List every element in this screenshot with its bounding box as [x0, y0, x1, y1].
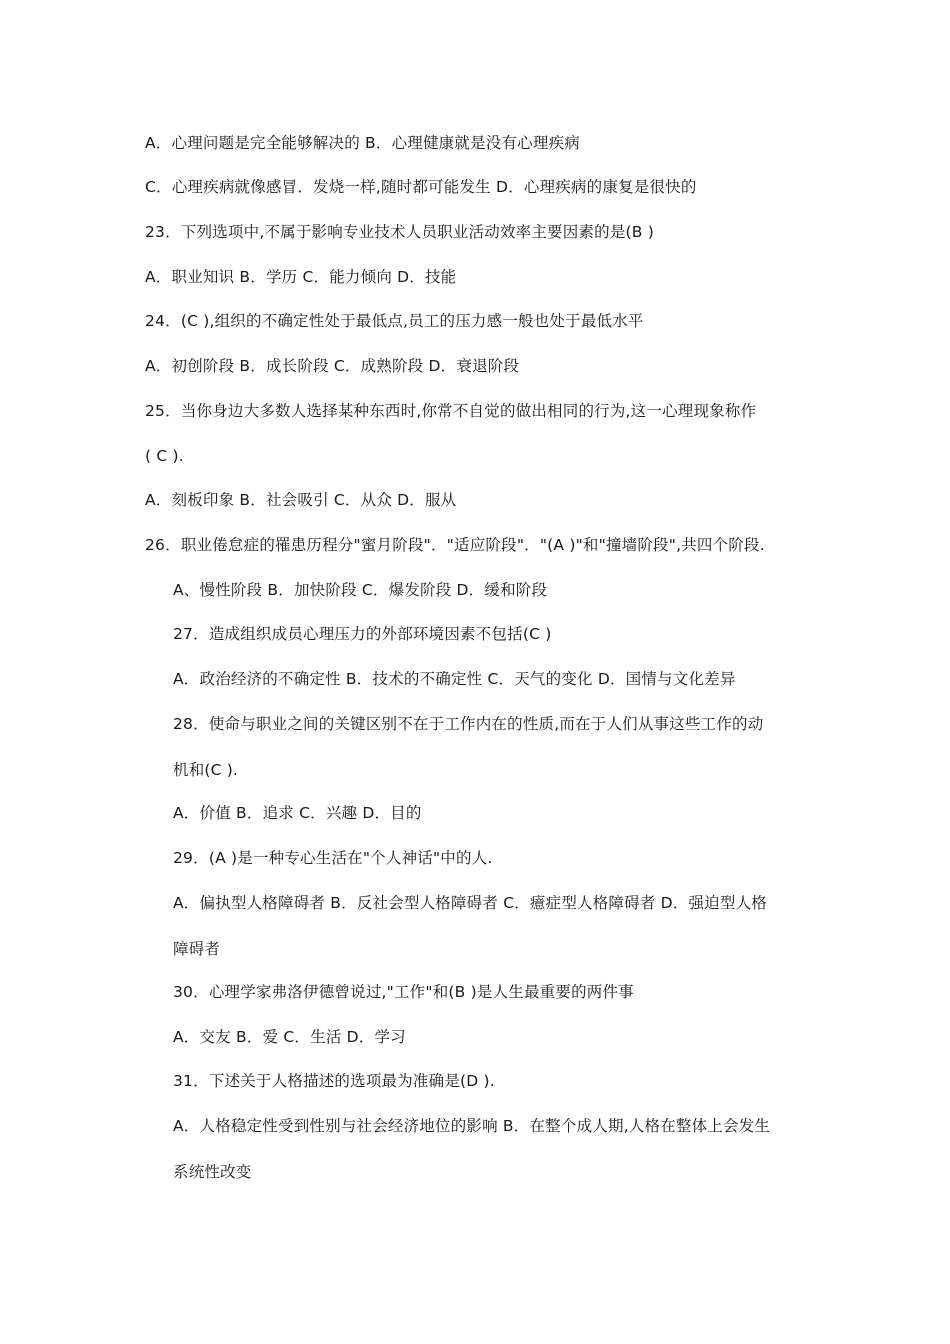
- q26-options: A、慢性阶段 B．加快阶段 C．爆发阶段 D．缓和阶段: [173, 581, 548, 599]
- q24-question: 24．(C ),组织的不确定性处于最低点,员工的压力感一般也处于最低水平: [145, 312, 644, 330]
- q30-options: A．交友 B．爱 C．生活 D．学习: [173, 1028, 406, 1046]
- q27-options: A．政治经济的不确定性 B．技术的不确定性 C．天气的变化 D．国情与文化差异: [173, 670, 736, 688]
- q28-options: A．价值 B．追求 C．兴趣 D．目的: [173, 804, 422, 822]
- q29-options-cont: 障碍者: [173, 940, 221, 958]
- q31-options-cont: 系统性改变: [173, 1163, 252, 1181]
- q23-options: A．职业知识 B．学历 C．能力倾向 D．技能: [145, 268, 457, 286]
- q24-options: A．初创阶段 B．成长阶段 C．成熟阶段 D．衰退阶段: [145, 357, 520, 375]
- q29-question: 29．(A )是一种专心生活在"个人神话"中的人.: [173, 849, 493, 867]
- q28-question-cont: 机和(C ).: [173, 761, 239, 779]
- q30-question: 30．心理学家弗洛伊德曾说过,"工作"和(B )是人生最重要的两件事: [173, 983, 634, 1001]
- q31-options: A．人格稳定性受到性别与社会经济地位的影响 B．在整个成人期,人格在整体上会发生: [173, 1117, 771, 1135]
- q22-options-ab: A．心理问题是完全能够解决的 B．心理健康就是没有心理疾病: [145, 134, 580, 152]
- q25-options: A．刻板印象 B．社会吸引 C．从众 D．服从: [145, 491, 457, 509]
- q31-question: 31．下述关于人格描述的选项最为准确是(D ).: [173, 1072, 495, 1090]
- q27-question: 27．造成组织成员心理压力的外部环境因素不包括(C ): [173, 625, 552, 643]
- q29-options: A．偏执型人格障碍者 B．反社会型人格障碍者 C．癔症型人格障碍者 D．强迫型人格: [173, 894, 767, 912]
- q26-question: 26．职业倦怠症的罹患历程分"蜜月阶段"．"适应阶段"．"(A )"和"撞墙阶段",共四个阶段.: [145, 536, 765, 554]
- q28-question: 28．使命与职业之间的关键区别不在于工作内在的性质,而在于人们从事这些工作的动: [173, 715, 764, 733]
- q25-question-cont: ( C ).: [145, 447, 184, 465]
- q23-question: 23．下列选项中,不属于影响专业技术人员职业活动效率主要因素的是(B ): [145, 223, 655, 241]
- q22-options-cd: C．心理疾病就像感冒．发烧一样,随时都可能发生 D．心理疾病的康复是很快的: [145, 178, 697, 196]
- q25-question: 25．当你身边大多数人选择某种东西时,你常不自觉的做出相同的行为,这一心理现象称作: [145, 402, 757, 420]
